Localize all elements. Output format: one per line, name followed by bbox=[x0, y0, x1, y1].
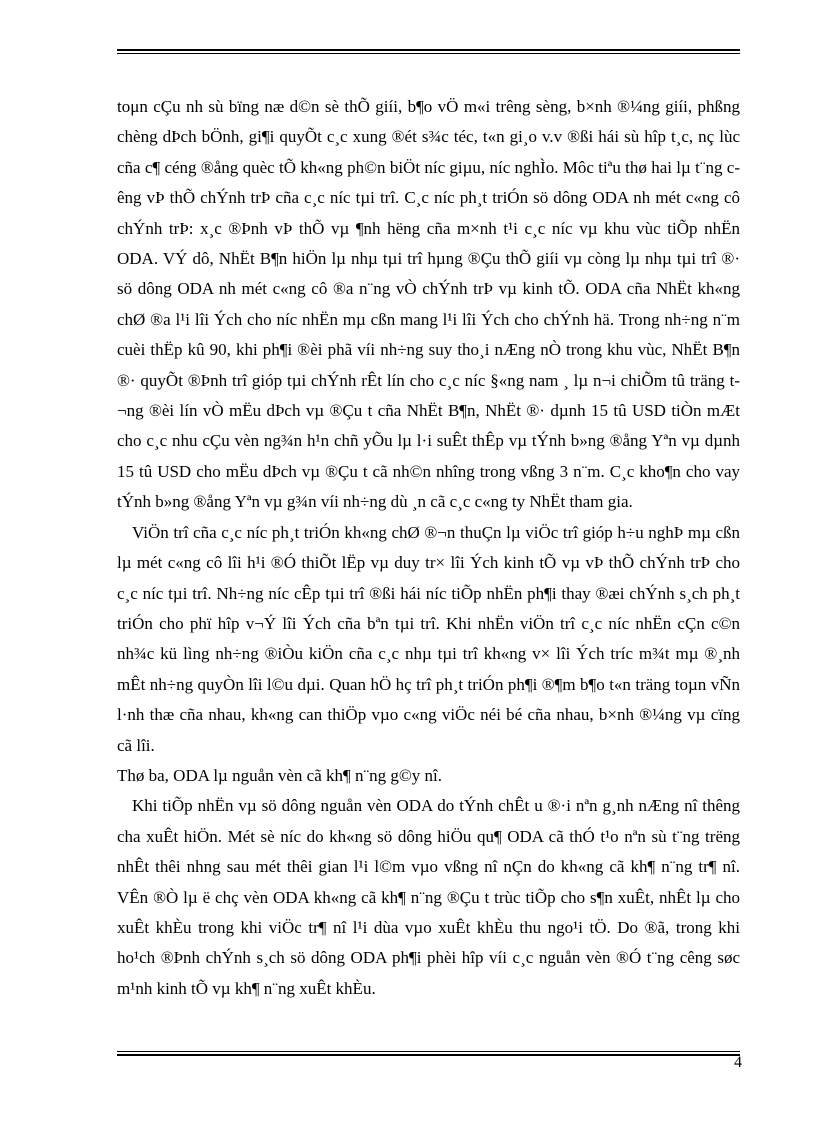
section-heading-paragraph: Thø ba, ODA lµ nguån vèn cã kh¶ n¨ng g©y nî. bbox=[117, 765, 443, 785]
body-paragraph: toμn cÇu nh sù bïng næ d©n sè thÕ giíi, b¶o vÖ m«i trêng sèng, b×nh ®¼ng giíi, phßng chèng dÞch bÖnh, gi¶i quyÕt c¸c xung ®ét s¾c téc, t«n gi¸o v.v ®ßi hái sù hîp t¸c, nç lùc cña c¶ céng ®ång quèc tÕ kh«ng ph©n biÖt níc giµu, níc nghÌo. Môc tiªu thø hai lµ t¨ng cêng vÞ thÕ chÝnh trÞ cña c¸c níc tµi trî. C¸c níc ph¸t triÓn sö dông ODA nh mét c«ng cô chÝnh trÞ: x¸c ®Þnh vÞ thÕ vµ ¶nh hëng cña m×nh t¹i c¸c níc vµ khu vùc tiÕp nhËn ODA. VÝ dô, NhËt B¶n hiÖn lµ nhµ tµi trî hµng ®Çu thÕ giíi vµ còng lµ nhµ tµi trî ®· sö dông ODA nh mét c«ng cô ®a n¨ng vÒ chÝnh trÞ vµ kinh tÕ. ODA cña NhËt kh«ng chØ ®a l¹i lîi Ých cho níc nhËn mµ cßn mang l¹i lîi Ých cho chÝnh hä. Trong nh÷ng n¨m cuèi thËp kû 90, khi ph¶i ®èi phã víi nh÷ng suy tho¸i nÆng nÒ trong khu vùc, NhËt B¶n ®· quyÕt ®Þnh trî gióp tµi chÝnh rÊt lín cho c¸c níc §«ng nam ¸ lµ n¬i chiÕm tû träng t¬ng ®èi lín vÒ mËu dÞch vµ ®Çu t cña NhËt B¶n, NhËt ®· dµnh 15 tû USD tiÒn mÆt cho c¸c nhu cÇu vèn ng¾n h¹n chñ yÕu lµ l·i suÊt thÊp vµ tÝnh b»ng ®ång Yªn vµ dµnh 15 tû USD cho mËu dÞch vµ ®Çu t cã nh©n nhîng trong vßng 3 n¨m. C¸c kho¶n cho vay tÝnh b»ng ®ång Yªn vµ g¾n víi nh÷ng dù ¸n cã c¸c c«ng ty NhËt tham gia. bbox=[117, 97, 740, 512]
page-body bbox=[117, 92, 740, 1004]
footer-rule bbox=[117, 1051, 740, 1056]
body-paragraph: ViÖn trî cña c¸c níc ph¸t triÓn kh«ng chØ ®¬n thuÇn lµ viÖc trî gióp h÷u nghÞ mµ cßn lµ mét c«ng cô lîi h¹i ®Ó thiÕt lËp vµ duy tr× lîi Ých kinh tÕ vµ vÞ thÕ chÝnh trÞ cho c¸c níc tµi trî. Nh÷ng níc cÊp tµi trî ®ßi hái níc tiÕp nhËn ph¶i thay ®æi chÝnh s¸ch ph¸t triÓn cho phï hîp v¬Ý lîi Ých cña bªn tµi trî. Khi nhËn viÖn trî c¸c níc nhËn cÇn c©n nh¾c kü lìng nh÷ng ®iÒu kiÖn cña c¸c nhµ tµi trî kh«ng v× lîi Ých tríc m¾t mµ ®¸nh mÊt nh÷ng quyÒn lîi l©u dµi. Quan hÖ hç trî ph¸t triÓn ph¶i ®¶m b¶o t«n träng toµn vÑn l·nh thæ cña nhau, kh«ng can thiÖp vµo c«ng viÖc néi bé cña nhau, b×nh ®¼ng vµ cïng cã lîi. bbox=[117, 522, 740, 755]
footer-rule-thin-line bbox=[117, 1051, 740, 1052]
footer-rule-thick-line bbox=[117, 1054, 740, 1056]
header-rule-thin-line bbox=[117, 53, 740, 54]
body-paragraph: Khi tiÕp nhËn vµ sö dông nguån vèn ODA do tÝnh chÊt u ®·i nªn g¸nh nÆng nî thêng cha xuÊt hiÖn. Mét sè níc do kh«ng sö dông hiÖu qu¶ ODA cã thÓ t¹o nªn sù t¨ng trëng nhÊt thêi nhng sau mét thêi gian l¹i l©m vµo vßng nî nÇn do kh«ng cã kh¶ n¨ng tr¶ nî. VÊn ®Ò lµ ë chç vèn ODA kh«ng cã kh¶ n¨ng ®Çu t trùc tiÕp cho s¶n xuÊt, nhÊt lµ cho xuÊt khÈu trong khi viÖc tr¶ nî l¹i dùa vµo xuÊt khÈu thu ngo¹i tÖ. Do ®ã, trong khi ho¹ch ®Þnh chÝnh s¸ch sö dông ODA ph¶i phèi hîp víi c¸c nguån vèn ®Ó t¨ng cêng søc m¹nh kinh tÕ vµ kh¶ n¨ng xuÊt khÈu. bbox=[117, 796, 740, 998]
header-rule-thick-line bbox=[117, 49, 740, 51]
header-rule bbox=[117, 49, 740, 54]
page-number: 4 bbox=[734, 1054, 742, 1071]
